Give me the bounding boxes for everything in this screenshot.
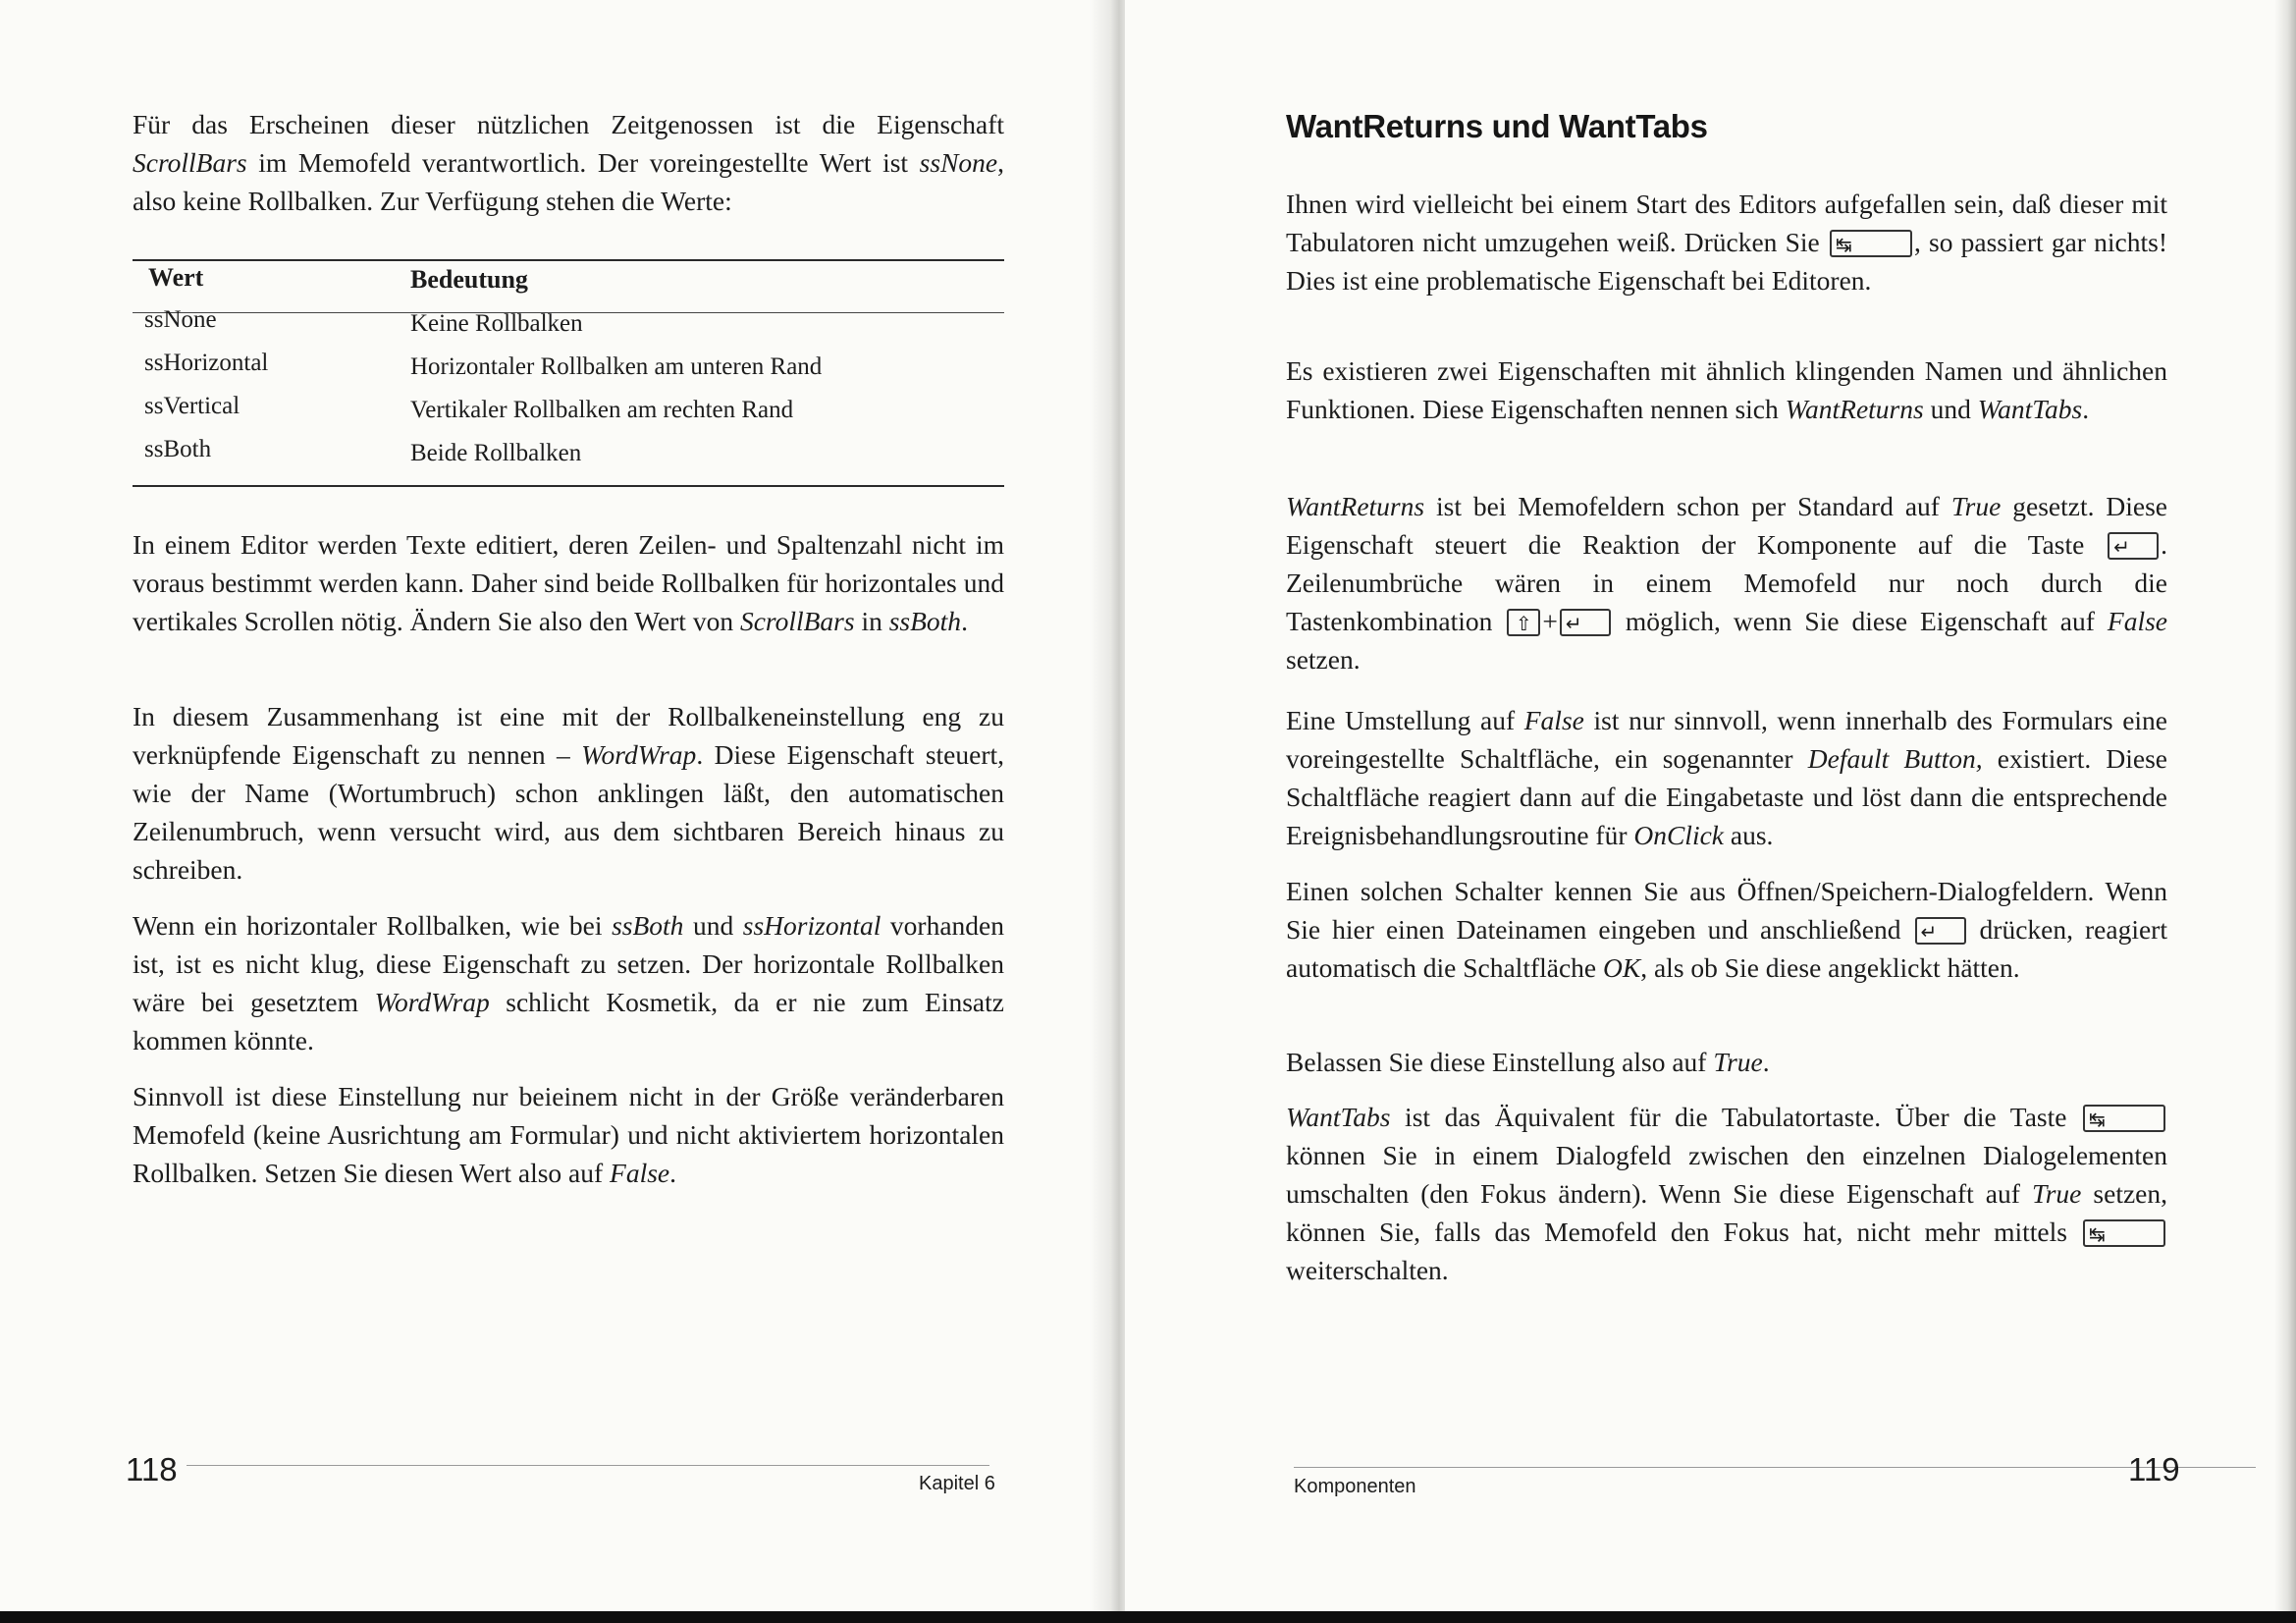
table-header-wert: Wert: [148, 263, 204, 292]
running-head-left: Kapitel 6: [919, 1473, 995, 1494]
tab-key-icon: ↹: [2083, 1105, 2165, 1132]
table-cell: Beide Rollbalken: [410, 440, 582, 466]
page-edge: [2274, 0, 2296, 1623]
table-cell: ssNone: [144, 306, 217, 333]
return-key-icon: ↵: [2108, 532, 2159, 560]
right-paragraph-5: Einen solchen Schalter kennen Sie aus Öffnen/Speichern-Dialogfeldern. Wenn Sie hier einen Dateinamen eingeben und anschließend ↵ drücken, reagiert automatisch die Schaltfläche OK, als ob Sie diese angeklickt hätten.: [1286, 876, 2167, 983]
table-cell: Keine Rollbalken: [410, 310, 583, 337]
return-key-icon: ↵: [1560, 609, 1611, 636]
page-number-left: 118: [126, 1451, 178, 1488]
scan-border: [0, 1611, 2296, 1623]
shift-key-icon: ⇧: [1507, 609, 1540, 636]
tab-key-icon: ↹: [2083, 1219, 2165, 1247]
right-paragraph-3: WantReturns ist bei Memofeldern schon per Standard auf True gesetzt. Diese Eigenschaft steuert die Reaktion der Komponente auf die Taste ↵ . Zeilenumbrüche wären in einem Memofeld nur noch durch die Tastenkombination ⇧ + ↵ möglich, wenn Sie diese Eigenschaft auf False setzen.: [1286, 491, 2168, 675]
left-paragraph-3: In diesem Zusammenhang ist eine mit der Rollbalkeneinstellung eng zu verknüpfende Eigenschaft zu nennen – WordWrap. Diese Eigenschaft steuert, wie der Name (Wortumbruch) schon anklingen läßt, den automatischen Zeilenumbruch, wenn versucht wird, aus dem sichtbaren Bereich hinaus zu schreiben.: [133, 701, 1004, 885]
left-paragraph-4: Wenn ein horizontaler Rollbalken, wie bei ssBoth und ssHorizontal vorhanden ist, ist es nicht klug, diese Eigenschaft zu setzen. Der horizontale Rollbalken wäre bei gesetztem WordWrap schlicht Kosmetik, da er nie zum Einsatz kommen könnte.: [133, 910, 1004, 1055]
page-number-right: 119: [2128, 1451, 2180, 1488]
right-paragraph-6: Belassen Sie diese Einstellung also auf True.: [1286, 1047, 1770, 1077]
left-paragraph-5: Sinnvoll ist diese Einstellung nur beieinem nicht in der Größe veränderbaren Memofeld (keine Ausrichtung am Formular) und nicht aktiviertem horizontalen Rollbalken. Setzen Sie diesen Wert also auf False.: [133, 1081, 1004, 1188]
section-heading: WantReturns und WantTabs: [1286, 108, 1708, 144]
footer-rule-right: [1294, 1467, 2256, 1468]
right-paragraph-2: Es existieren zwei Eigenschaften mit ähnlich klingenden Namen und ähnlichen Funktionen. Diese Eigenschaften nennen sich WantReturns und WantTabs.: [1286, 355, 2167, 424]
left-paragraph-2: In einem Editor werden Texte editiert, deren Zeilen- und Spaltenzahl nicht im voraus bestimmt werden kann. Daher sind beide Rollbalken für horizontales und vertikales Scrollen nötig. Ändern Sie also den Wert von ScrollBars in ssBoth.: [133, 529, 1004, 636]
right-paragraph-7: WantTabs ist das Äquivalent für die Tabulatortaste. Über die Taste ↹ können Sie in einem Dialogfeld zwischen den einzelnen Dialogelementen umschalten (den Fokus ändern). Wenn Sie diese Eigenschaft auf True setzen, können Sie, falls das Memofeld den Fokus hat, nicht mehr mittels ↹ weiterschalten.: [1286, 1102, 2167, 1285]
right-paragraph-1: Ihnen wird vielleicht bei einem Start des Editors aufgefallen sein, daß dieser mit Tabulatoren nicht umzugehen weiß. Drücken Sie ↹ , so passiert gar nichts! Dies ist eine problematische Eigenschaft bei Editoren.: [1286, 189, 2167, 296]
table-cell: ssBoth: [144, 436, 212, 462]
running-head-right: Komponenten: [1294, 1476, 1416, 1497]
table-header-bedeutung: Bedeutung: [410, 265, 528, 294]
left-page: [0, 0, 1109, 1623]
left-paragraph-1: Für das Erscheinen dieser nützlichen Zeitgenossen ist die Eigenschaft ScrollBars im Memofeld verantwortlich. Der voreingestellte Wert ist ssNone, also keine Rollbalken. Zur Verfügung stehen die Werte:: [133, 109, 1004, 216]
right-paragraph-4: Eine Umstellung auf False ist nur sinnvoll, wenn innerhalb des Formulars eine voreingestellte Schaltfläche, ein sogenannter Default Button, existiert. Diese Schaltfläche reagiert dann auf die Eingabetaste und löst dann die entsprechende Ereignisbehandlungsroutine für OnClick aus.: [1286, 705, 2168, 850]
footer-rule-left: [187, 1465, 989, 1466]
table-cell: Horizontaler Rollbalken am unteren Rand: [410, 353, 823, 380]
table-cell: Vertikaler Rollbalken am rechten Rand: [410, 397, 794, 423]
table-cell: ssHorizontal: [144, 350, 269, 376]
tab-key-icon: ↹: [1830, 230, 1912, 257]
right-page: [1125, 0, 2296, 1623]
table-cell: ssVertical: [144, 393, 240, 419]
return-key-icon: ↵: [1915, 917, 1966, 945]
